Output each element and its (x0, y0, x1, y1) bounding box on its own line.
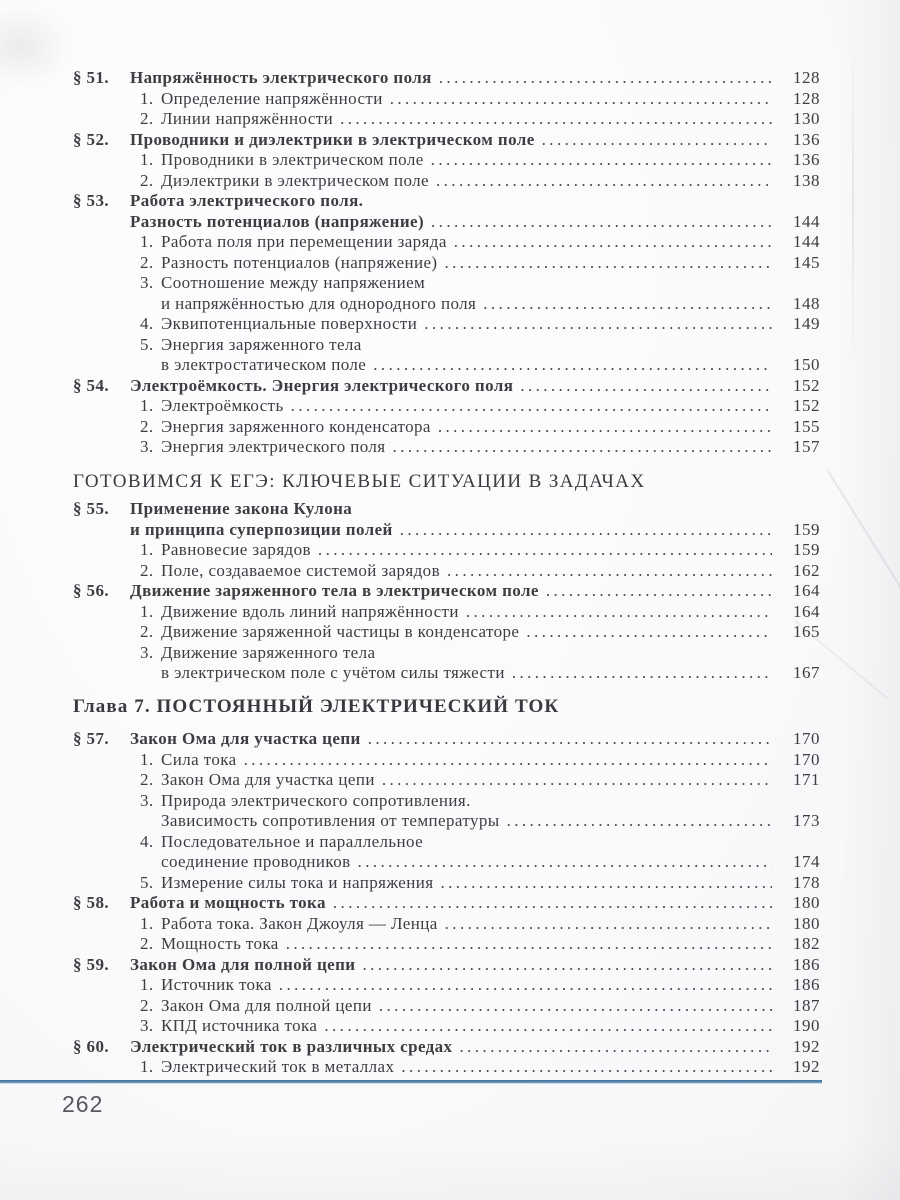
page-ref: 136 (793, 129, 820, 149)
item-number: 2. (140, 252, 154, 272)
toc-row (73, 191, 820, 212)
toc-title-text: Электрический ток в различных средах (130, 1036, 453, 1056)
toc-row (73, 975, 820, 996)
page-ref: 152 (793, 375, 820, 395)
dot-leader (291, 396, 772, 417)
dot-leader (333, 893, 772, 914)
toc-row (73, 873, 820, 894)
item-number: 2. (140, 622, 154, 641)
item-number: 3. (140, 273, 154, 292)
toc-title-text: Работа поля при перемещении заряда (161, 232, 447, 251)
page-ref: 164 (793, 601, 820, 621)
page-ref: 190 (793, 1016, 820, 1035)
dot-leader (363, 955, 773, 976)
toc-title-text: Поле, создаваемое системой зарядов (161, 560, 441, 580)
toc-row (73, 109, 820, 130)
toc-title-text: КПД источника тока (161, 1016, 318, 1035)
toc-title-text: Измерение силы тока и напряжения (161, 872, 434, 892)
page-ref: 170 (793, 749, 820, 769)
toc-title-text: Закон Ома для полной цепи (130, 954, 356, 974)
toc-title-text: и принципа суперпозиции полей (130, 519, 393, 539)
toc-row (73, 417, 820, 438)
toc-row (73, 335, 820, 356)
dot-leader (436, 171, 772, 192)
item-number: 4. (140, 314, 154, 333)
toc-title-text: Проводники и диэлектрики в электрическом поле (130, 129, 535, 149)
item-number: 1. (140, 1057, 154, 1076)
toc-row (73, 1037, 820, 1058)
toc-row (73, 832, 820, 853)
item-number: 3. (140, 437, 154, 456)
item-number: 1. (140, 150, 154, 169)
toc-row (73, 791, 820, 812)
toc-row (73, 770, 820, 791)
dot-leader (379, 996, 772, 1017)
paragraph-label: § 51. (73, 68, 109, 87)
dot-leader (382, 770, 772, 791)
page-ref: 162 (793, 560, 820, 580)
page-ref: 182 (793, 934, 820, 953)
toc-row (73, 273, 820, 294)
dot-leader (431, 212, 772, 233)
toc-row (73, 602, 820, 623)
page-ref: 144 (793, 232, 820, 251)
page-ref: 173 (793, 811, 820, 830)
paragraph-label: § 53. (73, 191, 109, 210)
page-ref: 155 (793, 416, 820, 436)
toc-title-text: Работа тока. Закон Джоуля — Ленца (161, 913, 438, 933)
page-ref: 159 (793, 540, 820, 559)
toc-row (73, 643, 820, 664)
item-number: 2. (140, 170, 154, 190)
dot-leader (324, 1016, 772, 1037)
toc-row (73, 914, 820, 935)
footer-rule (0, 1080, 822, 1083)
toc-title-text: Энергия заряженного тела (161, 334, 362, 354)
dot-leader (340, 109, 772, 130)
toc-title-text: Разность потенциалов (напряжение) (130, 211, 425, 231)
footer-page-number: 262 (62, 1091, 104, 1117)
toc-title-text: Применение закона Кулона (130, 499, 353, 518)
item-number: 1. (140, 540, 154, 559)
toc-row (73, 811, 820, 832)
toc-row (73, 750, 820, 771)
item-number: 5. (140, 334, 154, 354)
toc-row (73, 955, 820, 976)
dot-leader (507, 811, 772, 832)
page-ref: 170 (793, 729, 820, 748)
dot-leader (401, 1057, 772, 1078)
toc-row (73, 232, 820, 253)
item-number: 1. (140, 232, 154, 251)
toc-row (73, 893, 820, 914)
page-ref: 180 (793, 913, 820, 933)
toc-title-text: Работа и мощность тока (130, 893, 326, 912)
page-ref: 130 (793, 109, 820, 128)
dot-leader (512, 663, 772, 684)
page-ref: 149 (793, 314, 820, 333)
toc-title-text: в электростатическом поле (161, 355, 367, 374)
dot-leader (454, 232, 772, 253)
toc-title-text: Энергия электрического поля (161, 437, 386, 456)
page-ref: 167 (793, 663, 820, 682)
scan-artifact (0, 1140, 900, 1200)
dot-leader (546, 581, 772, 602)
toc-row (73, 581, 820, 602)
toc-row (73, 540, 820, 561)
page-ref: 128 (793, 88, 820, 108)
toc-title-text: Закон Ома для участка цепи (161, 770, 375, 789)
dot-leader (542, 130, 772, 151)
toc-title-text: Определение напряжённости (161, 88, 383, 108)
dot-leader (393, 437, 772, 458)
toc-row (73, 253, 820, 274)
dot-leader (440, 873, 772, 894)
item-number: 2. (140, 560, 154, 580)
toc-title-text: в электрическом поле с учётом силы тяжести (161, 663, 505, 682)
dot-leader (286, 934, 772, 955)
dot-leader (445, 914, 772, 935)
item-number: 2. (140, 995, 154, 1015)
page-ref: 145 (793, 252, 820, 272)
item-number: 1. (140, 913, 154, 933)
page-ref: 165 (793, 622, 820, 641)
paragraph-label: § 52. (73, 129, 109, 149)
toc-row (73, 996, 820, 1017)
item-number: 1. (140, 975, 154, 994)
dot-leader (358, 852, 772, 873)
toc-title-text: ГОТОВИМСЯ К ЕГЭ: КЛЮЧЕВЫЕ СИТУАЦИИ В ЗАДАЧАХ (73, 470, 646, 492)
toc-title-text: Закон Ома для участка цепи (130, 729, 361, 748)
toc-row (73, 396, 820, 417)
toc-title-text: соединение проводников (161, 852, 351, 871)
paragraph-label: § 57. (73, 729, 109, 748)
toc-row (73, 89, 820, 110)
item-number: 3. (140, 790, 154, 810)
toc-title-text: Движение вдоль линий напряжённости (161, 601, 459, 621)
toc-row (73, 1057, 820, 1078)
page-ref: 157 (793, 437, 820, 456)
toc-title-text: Работа электрического поля. (130, 191, 364, 210)
page-ref: 164 (793, 581, 820, 600)
item-number: 5. (140, 872, 154, 892)
dot-leader (368, 729, 772, 750)
dot-leader (279, 975, 772, 996)
toc-row (73, 499, 820, 520)
item-number: 1. (140, 396, 154, 415)
toc-title-text: Движение заряженного тела (161, 642, 376, 662)
toc-title-text: Равновесие зарядов (161, 540, 311, 559)
page-ref: 186 (793, 975, 820, 994)
paragraph-label: § 59. (73, 954, 109, 974)
toc-title-text: Электроёмкость (161, 396, 284, 415)
toc-title-text: Движение заряженной частицы в конденсаторе (161, 622, 520, 641)
toc-title-text: Электрический ток в металлах (161, 1057, 395, 1076)
item-number: 1. (140, 749, 154, 769)
page-ref: 192 (793, 1057, 820, 1076)
dot-leader (526, 622, 772, 643)
item-number: 2. (140, 109, 154, 128)
paragraph-label: § 58. (73, 893, 109, 912)
toc-title-text: Напряжённость электрического поля (130, 68, 432, 87)
toc-row (73, 663, 820, 684)
toc-title-text: Линии напряжённости (161, 109, 334, 128)
item-number: 4. (140, 831, 154, 851)
page-ref: 152 (793, 396, 820, 415)
toc-title-text: и напряжённостью для однородного поля (161, 293, 477, 313)
scan-artifact (0, 6, 70, 86)
item-number: 3. (140, 642, 154, 662)
page-ref: 192 (793, 1036, 820, 1056)
toc-row (73, 355, 820, 376)
toc-row (73, 130, 820, 151)
dot-leader (390, 89, 772, 110)
toc-title-text: Электроёмкость. Энергия электрического поля (130, 375, 514, 395)
item-number: 2. (140, 416, 154, 436)
dot-leader (244, 750, 772, 771)
dot-leader (447, 561, 772, 582)
page-ref: 150 (793, 355, 820, 374)
item-number: 1. (140, 601, 154, 621)
toc-rows (73, 68, 820, 1078)
toc-row (73, 729, 820, 750)
dot-leader (431, 150, 772, 171)
toc-row (73, 212, 820, 233)
toc-row (73, 171, 820, 192)
toc-row (73, 294, 820, 315)
page-ref: 186 (793, 954, 820, 974)
toc-title-text: Эквипотенциальные поверхности (161, 314, 418, 333)
toc-title-text: Источник тока (161, 975, 272, 994)
paragraph-label: § 56. (73, 581, 109, 600)
toc-title-text: Энергия заряженного конденсатора (161, 416, 431, 436)
paragraph-label: § 60. (73, 1036, 109, 1056)
item-number: 1. (140, 88, 154, 108)
toc-row (73, 934, 820, 955)
page-ref: 187 (793, 995, 820, 1015)
toc-title-text: Движение заряженного тела в электрическом поле (130, 581, 539, 600)
toc-title-text: Закон Ома для полной цепи (161, 995, 372, 1015)
dot-leader (444, 253, 772, 274)
dot-leader (424, 314, 772, 335)
toc-title-text: Соотношение между напряжением (161, 273, 426, 292)
dot-leader (520, 376, 772, 397)
toc-row (73, 561, 820, 582)
page-ref: 138 (793, 170, 820, 190)
page-ref: 180 (793, 893, 820, 912)
toc-row (73, 437, 820, 458)
page-ref: 171 (793, 770, 820, 789)
page-ref: 136 (793, 150, 820, 169)
toc-row (73, 150, 820, 171)
dot-leader (400, 520, 772, 541)
toc-row (73, 1016, 820, 1037)
item-number: 2. (140, 770, 154, 789)
toc-title-text: Мощность тока (161, 934, 279, 953)
item-number: 3. (140, 1016, 154, 1035)
dot-leader (373, 355, 772, 376)
toc-title-text: Сила тока (161, 749, 237, 769)
dot-leader (438, 417, 772, 438)
toc-row (73, 68, 820, 89)
page-ref: 148 (793, 293, 820, 313)
toc-title-text: Разность потенциалов (напряжение) (161, 252, 438, 272)
page-ref: 128 (793, 68, 820, 87)
dot-leader (439, 68, 772, 89)
toc-row (73, 520, 820, 541)
toc-row (73, 314, 820, 335)
paragraph-label: § 55. (73, 499, 109, 518)
toc-row (73, 376, 820, 397)
paragraph-label: § 54. (73, 375, 109, 395)
item-number: 2. (140, 934, 154, 953)
toc-row (73, 852, 820, 873)
toc-title-text: Природа электрического сопротивления. (161, 790, 471, 810)
scan-artifact (840, 0, 900, 1200)
toc-title-text: Диэлектрики в электрическом поле (161, 170, 429, 190)
toc-section-header (73, 472, 820, 493)
toc-title-text: Глава 7. ПОСТОЯННЫЙ ЭЛЕКТРИЧЕСКИЙ ТОК (73, 695, 560, 717)
dot-leader (483, 294, 772, 315)
toc-title-text: Проводники в электрическом поле (161, 150, 424, 169)
page-ref: 144 (793, 211, 820, 231)
toc-title-text: Зависимость сопротивления от температуры (161, 811, 500, 830)
page-ref: 178 (793, 872, 820, 892)
dot-leader (459, 1037, 772, 1058)
page-ref: 174 (793, 852, 820, 871)
dot-leader (466, 602, 772, 623)
toc-title-text: Последовательное и параллельное (161, 831, 424, 851)
page-ref: 159 (793, 519, 820, 539)
toc-row (73, 622, 820, 643)
dot-leader (318, 540, 772, 561)
toc-chapter-header (73, 697, 820, 718)
